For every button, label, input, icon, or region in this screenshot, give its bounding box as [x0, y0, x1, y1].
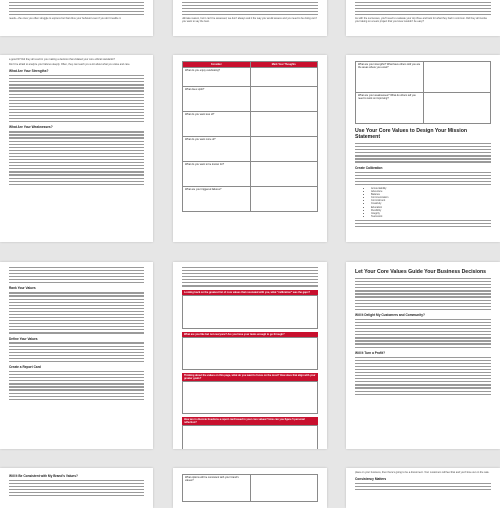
page-1-3: [346, 0, 500, 36]
response-cell[interactable]: [250, 162, 318, 187]
body-text: [9, 480, 144, 497]
body-text: [355, 220, 491, 227]
values-list: [355, 187, 491, 218]
table-row: [183, 68, 318, 87]
table-row: [183, 87, 318, 112]
body-text: [9, 371, 144, 400]
question-cell: What do you enjoy celebrating?: [183, 68, 251, 87]
list-item: • Adventure: [371, 190, 491, 193]
section-heading: Create a Report Card: [9, 365, 41, 370]
worksheet-table: [182, 61, 318, 212]
response-cell[interactable]: [423, 93, 491, 124]
paragraph: needs—the ones you often struggle to express but that drive your behavior even if you don't realize it.: [9, 17, 122, 21]
section-heading: Consistency Matters: [355, 477, 387, 482]
page-1-1: [0, 0, 153, 36]
worksheet-prompt: Looking back on the greatest list of core values that resonated with you, what "calibration" was the gaps?: [182, 290, 318, 295]
question-cell: What are your triggered failures?: [183, 187, 251, 212]
list-item: • Integrity: [371, 212, 491, 215]
paragraph: As with the successes, you'll need to evaluate your top three and look for what they had in common. Did they all involve your taking on a team project that you knew wouldn't be easy?: [355, 17, 488, 24]
page-3-2: [173, 262, 327, 449]
paragraph: Don't be afraid to analyze your failures deeply. Often, they can teach you a lot about what you value and care.: [9, 63, 131, 67]
section-heading: Will It Be Consistent with My Brand's Values?: [9, 474, 78, 478]
page-2-3: [346, 55, 500, 242]
body-text: [9, 0, 144, 15]
paragraph: place on your business, then there's going to be a disconnect. Your customers will feel that and you'll lose out on the sale.: [355, 471, 490, 474]
list-item: • Accountability: [371, 187, 491, 190]
response-cell[interactable]: [250, 112, 318, 137]
page-title: Let Your Core Values Guide Your Business Decisions: [355, 269, 487, 275]
worksheet-table: [355, 61, 491, 124]
worksheet-prompt: What are you like but not everyone? Are you have your tasks enough to go through?: [182, 332, 318, 337]
column-header: Mark Your Thoughts: [250, 62, 318, 68]
list-item: • Commitment: [371, 199, 491, 202]
response-box[interactable]: [182, 295, 318, 329]
body-text: [9, 75, 144, 122]
table-row: [356, 93, 491, 124]
response-cell[interactable]: [250, 137, 318, 162]
response-box[interactable]: [182, 425, 318, 449]
body-text: [355, 278, 491, 310]
table-row: [356, 62, 491, 93]
list-item: • Creativity: [371, 202, 491, 205]
page-4-2: [173, 468, 327, 508]
list-item: • Education: [371, 206, 491, 209]
table-row: [183, 187, 318, 212]
table-row: [183, 475, 318, 502]
table-row: [183, 162, 318, 187]
response-cell[interactable]: [250, 187, 318, 212]
response-cell[interactable]: [250, 475, 318, 502]
table-row: [183, 112, 318, 137]
question-cell: What are your strengths? What have others told you are the areas where you excel?: [356, 62, 424, 93]
page-3-1: [0, 262, 153, 449]
body-text: [182, 0, 318, 15]
column-header: Consider: [183, 62, 251, 68]
body-text: [9, 292, 144, 333]
worksheet-prompt: How are in discrete freedoms a report card based in your core values? How can you figure 5 personal reflection?: [182, 417, 318, 425]
question-cell: What do you want more of?: [183, 137, 251, 162]
paragraph: ultimate reason, but it can't be assessed, we don't always ask it the way you would assess and you need to be doing out if you want to say the best.: [182, 17, 317, 24]
worksheet-prompt: Thinking about the values on this page, what do you want to focus on the most? How does that align with your greater goals?: [182, 373, 318, 381]
question-cell: What do you want less of?: [183, 112, 251, 137]
list-item: • Balance: [371, 193, 491, 196]
section-heading: Will It Turn a Profit?: [355, 350, 386, 355]
body-text: [355, 319, 491, 348]
page-4-1: [0, 468, 153, 508]
section-heading: Will It Delight My Customers and Community?: [355, 312, 425, 317]
response-cell[interactable]: [423, 62, 491, 93]
list-item: • Flexibility: [371, 209, 491, 212]
section-heading: What Are Your Strengths?: [9, 69, 49, 74]
response-cell[interactable]: [250, 68, 318, 87]
paragraph: a good fit? Did they all result in you making a decision that violated your core ethical standards?: [9, 58, 115, 61]
body-text: [9, 131, 144, 185]
response-cell[interactable]: [250, 87, 318, 112]
question-cell: What do you want to be known for?: [183, 162, 251, 187]
body-text: [182, 267, 318, 287]
list-item: • Communication: [371, 196, 491, 199]
page-title: Use Your Core Values to Design Your Mission Statement: [355, 128, 468, 140]
body-text: [355, 0, 491, 15]
section-heading: What Are Your Weaknesses?: [9, 125, 53, 130]
section-heading: Define Your Values: [9, 336, 38, 341]
list-item: • Teamwork: [371, 215, 491, 218]
body-text: [9, 342, 144, 362]
page-1-2: [173, 0, 327, 36]
page-2-2: [173, 55, 327, 242]
body-text: [9, 267, 144, 284]
question-cell: What options will be consistent with your brand's values?: [183, 475, 251, 502]
question-cell: What are your weaknesses? What do others tell you need to work on improving?: [356, 93, 424, 124]
section-heading: Rank Your Values: [9, 286, 36, 291]
body-text: [355, 483, 491, 490]
body-text: [355, 357, 491, 395]
page-4-3: [346, 468, 500, 508]
worksheet-table: [182, 474, 318, 502]
page-3-3: [346, 262, 500, 449]
section-heading: Create Calibration: [355, 165, 383, 170]
body-text: [355, 143, 491, 163]
body-text: [355, 172, 491, 186]
question-cell: What does spirit?: [183, 87, 251, 112]
page-2-1: [0, 55, 153, 242]
table-row: [183, 137, 318, 162]
response-box[interactable]: [182, 381, 318, 414]
response-box[interactable]: [182, 337, 318, 370]
